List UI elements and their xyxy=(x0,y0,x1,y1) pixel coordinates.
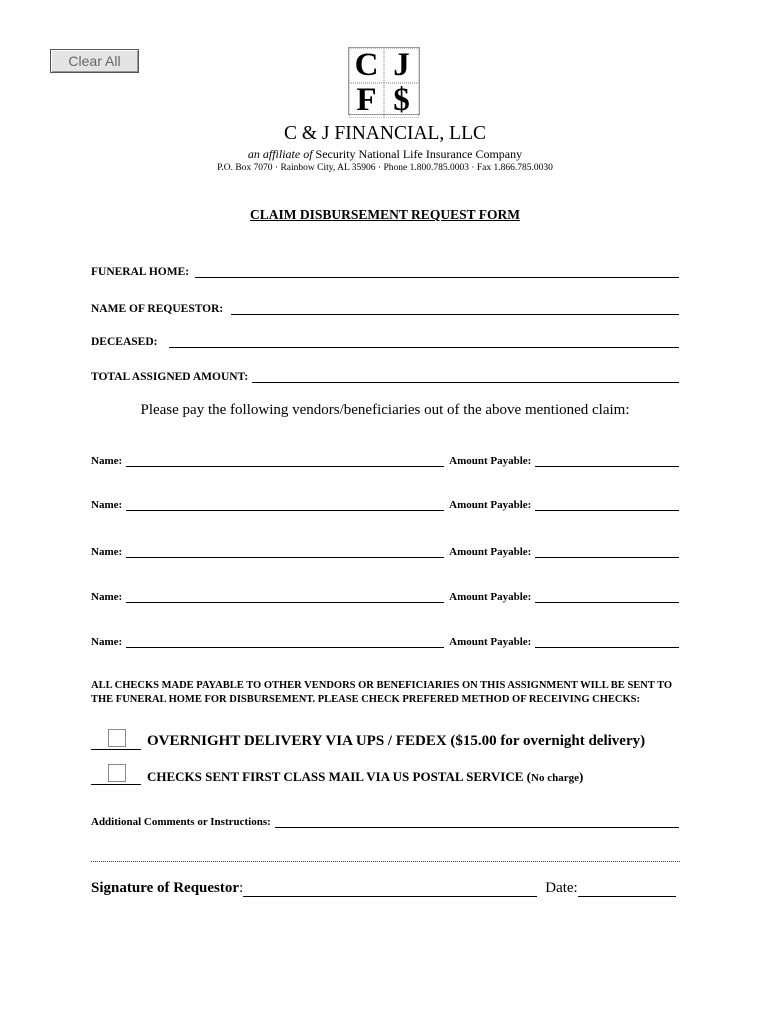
affiliate-italic: an affiliate of xyxy=(247,147,313,161)
amount-payable-label: Amount Payable: xyxy=(449,455,532,467)
signature-label: Signature of Requestor xyxy=(91,880,240,896)
overnight-checkbox-line xyxy=(91,729,141,750)
first-class-mail-checkbox[interactable] xyxy=(108,764,126,782)
vendor-name-label: Name: xyxy=(91,636,123,648)
amount-payable-label: Amount Payable: xyxy=(449,546,532,558)
date-label: Date: xyxy=(545,880,578,896)
logo-letter-dollar: $ xyxy=(384,83,419,118)
requestor-row xyxy=(91,303,679,315)
overnight-checkbox[interactable] xyxy=(108,729,126,747)
requestor-field[interactable] xyxy=(231,303,679,315)
overnight-option xyxy=(91,729,645,750)
vendor-row xyxy=(91,546,679,558)
vendor-name-field[interactable] xyxy=(126,592,444,603)
vendor-row xyxy=(91,455,679,467)
funeral-home-label: FUNERAL HOME: xyxy=(91,266,190,278)
signature-field[interactable] xyxy=(243,882,537,897)
amount-payable-label: Amount Payable: xyxy=(449,591,532,603)
cjfs-logo xyxy=(348,47,420,118)
affiliate-line xyxy=(0,147,770,162)
comments-row xyxy=(91,816,679,828)
logo-letter-j: J xyxy=(384,48,419,83)
amount-payable-field[interactable] xyxy=(535,637,679,648)
affiliate-name: Security National Life Insurance Company xyxy=(315,147,523,161)
requestor-label: NAME OF REQUESTOR: xyxy=(91,303,224,315)
mail-option-no-charge: No charge xyxy=(531,772,579,784)
vendor-row xyxy=(91,499,679,511)
mail-checkbox-line xyxy=(91,764,141,785)
date-field[interactable] xyxy=(578,882,676,897)
amount-payable-field[interactable] xyxy=(535,592,679,603)
vendor-name-field[interactable] xyxy=(126,637,444,648)
vendor-name-label: Name: xyxy=(91,546,123,558)
comments-field[interactable] xyxy=(275,817,679,828)
deceased-label: DECEASED: xyxy=(91,336,158,348)
funeral-home-row xyxy=(91,266,679,278)
signature-row xyxy=(91,880,676,897)
comments-continuation-line[interactable] xyxy=(91,861,680,862)
vendor-name-label: Name: xyxy=(91,591,123,603)
amount-payable-field[interactable] xyxy=(535,547,679,558)
instruction-text: Please pay the following vendors/beneficiaries out of the above mentioned claim: xyxy=(140,402,630,418)
logo-letter-f: F xyxy=(349,83,384,118)
first-class-mail-option xyxy=(91,764,583,785)
total-amount-field[interactable] xyxy=(252,371,679,383)
mail-option-main: CHECKS SENT FIRST CLASS MAIL VIA US POSTAL SERVICE ( xyxy=(147,769,532,784)
amount-payable-label: Amount Payable: xyxy=(449,636,532,648)
vendor-row xyxy=(91,591,679,603)
vendor-name-label: Name: xyxy=(91,455,123,467)
amount-payable-field[interactable] xyxy=(535,500,679,511)
funeral-home-field[interactable] xyxy=(195,266,679,278)
amount-payable-field[interactable] xyxy=(535,456,679,467)
deceased-row xyxy=(91,336,679,348)
clear-all-button[interactable]: Clear All xyxy=(50,49,139,73)
company-address: P.O. Box 7070 · Rainbow City, AL 35906 · Phone 1.800.785.0003 · Fax 1.866.785.0030 xyxy=(217,163,553,173)
deceased-field[interactable] xyxy=(169,336,679,348)
logo-letter-c: C xyxy=(349,48,384,83)
amount-payable-label: Amount Payable: xyxy=(449,499,532,511)
total-amount-label: TOTAL ASSIGNED AMOUNT: xyxy=(91,371,249,383)
company-name: C & J FINANCIAL, LLC xyxy=(283,123,487,144)
vendor-row xyxy=(91,636,679,648)
form-title: CLAIM DISBURSEMENT REQUEST FORM xyxy=(250,207,520,222)
overnight-option-label: OVERNIGHT DELIVERY VIA UPS / FEDEX ($15.00 for overnight delivery) xyxy=(147,733,646,749)
vendor-name-field[interactable] xyxy=(126,547,444,558)
vendor-name-field[interactable] xyxy=(126,500,444,511)
vendor-name-label: Name: xyxy=(91,499,123,511)
disbursement-notice: ALL CHECKS MADE PAYABLE TO OTHER VENDORS OR BENEFICIARIES ON THIS ASSIGNMENT WILL BE SENT TO THE FUNERAL HOME FOR DISBURSEMENT. PLEASE CHECK PREFERED METHOD OF RECEIVING CHECKS: xyxy=(91,680,673,705)
signature-colon: : xyxy=(239,880,244,896)
mail-option-label xyxy=(147,769,583,785)
comments-label: Additional Comments or Instructions: xyxy=(91,816,271,828)
mail-option-close: ) xyxy=(578,769,584,784)
total-amount-row xyxy=(91,371,679,383)
vendor-name-field[interactable] xyxy=(126,456,444,467)
